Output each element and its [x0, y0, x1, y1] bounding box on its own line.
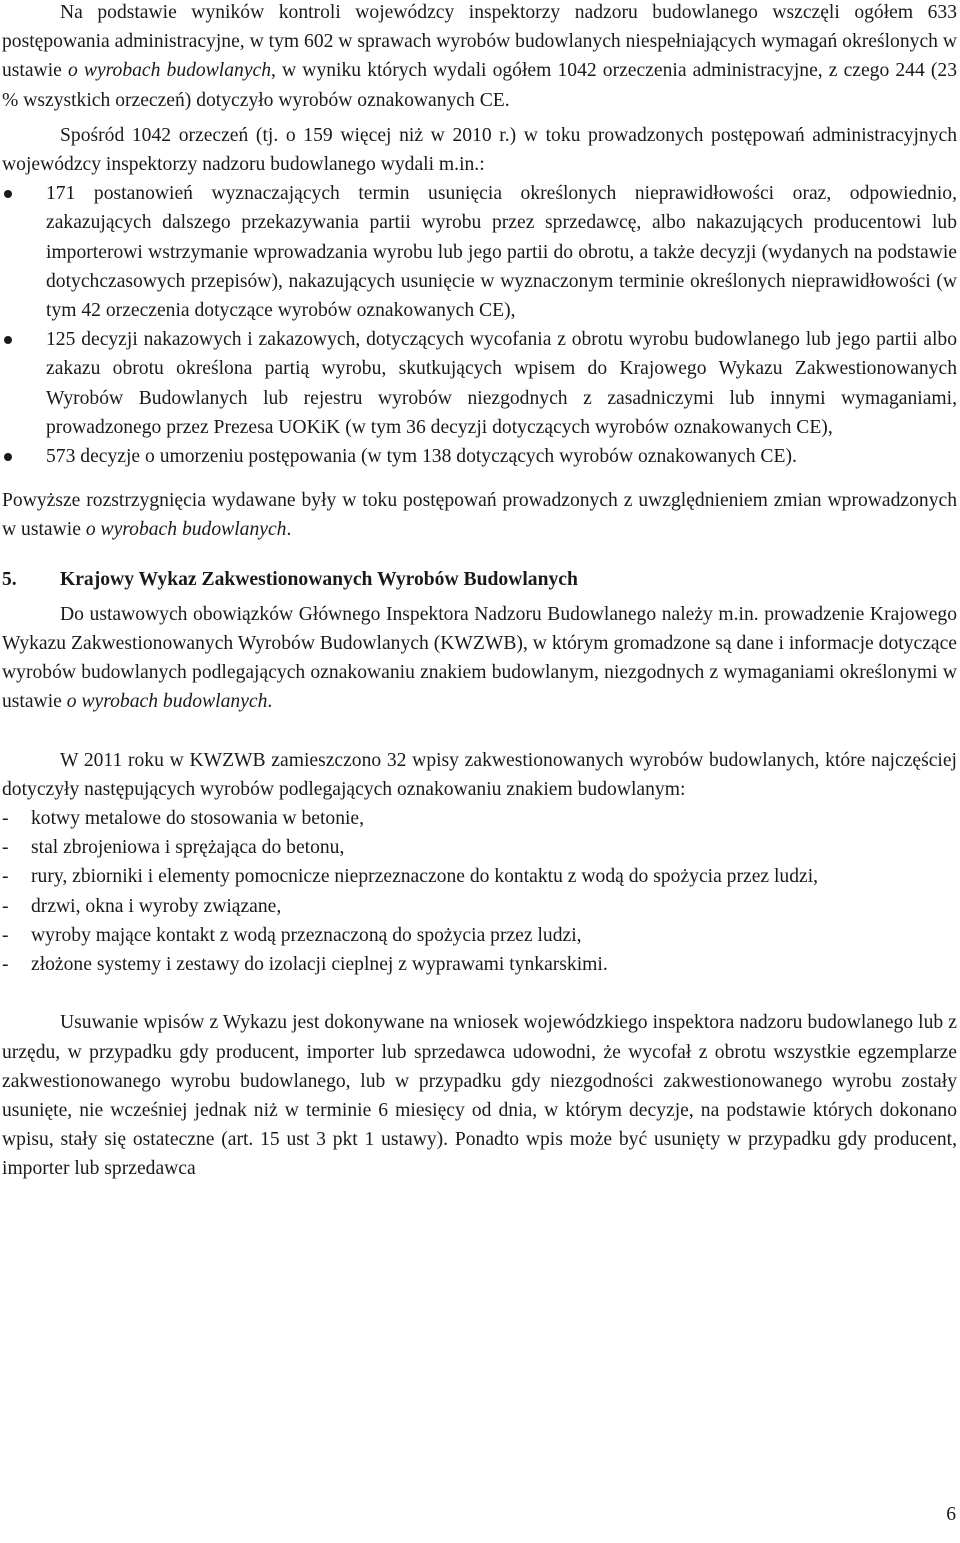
section-title: Krajowy Wykaz Zakwestionowanych Wyrobów Budowlanych — [60, 568, 578, 590]
paragraph-decisions-intro: Spośród 1042 orzeczeń (tj. o 159 więcej niż w 2010 r.) w toku prowadzonych postępowań administracyjnych wojewódzcy inspektorzy nadzoru budowlanego wydali m.in.: — [2, 124, 957, 176]
page-number: 6 — [946, 1504, 956, 1525]
act-title-italic: o wyrobach budowlanych — [67, 60, 272, 82]
bullet-icon — [4, 190, 12, 198]
dash-marker: - — [2, 866, 9, 888]
dash-text: wyroby mające kontakt z wodą przeznaczoną do spożycia przez ludzi, — [31, 924, 582, 946]
document-body — [2, 0, 957, 1184]
dash-marker: - — [2, 837, 9, 859]
act-title-italic: o wyrobach budowlanych — [85, 519, 287, 541]
dash-marker: - — [2, 954, 9, 976]
dash-item — [2, 950, 957, 979]
paragraph-text: Do ustawowych obowiązków Głównego Inspektora Nadzoru Budowlanego należy m.in. prowadzenie Krajowego Wykazu Zakwestionowanych Wyrobów Budowlanych (KWZWB), w którym gromadzone są dane i informacje dotyczące wyrobów budowlanych podlegających oznakowaniu znakiem budowlanym, niezgodnych z wymaganiami określonymi w ustawie — [2, 603, 957, 713]
product-dash-list — [2, 804, 957, 979]
paragraph-kwzwb-entries: W 2011 roku w KWZWB zamieszczono 32 wpisy zakwestionowanych wyrobów budowlanych, które najczęściej dotyczyły następujących wyrobów podlegających oznakowaniu znakiem budowlanym: — [2, 749, 957, 800]
dash-text: kotwy metalowe do stosowania w betonie, — [31, 808, 365, 830]
bullet-text: 573 decyzje o umorzeniu postępowania (w tym 138 dotyczących wyrobów oznakowanych CE). — [46, 446, 797, 468]
bullet-text: 171 postanowień wyznaczających termin usunięcia określonych nieprawidłowości oraz, odpowiednio, zakazujących dalszego przekazywania partii wyrobu przez sprzedawcę, albo nakazujących producentowi lub importerowi wstrzymanie wprowadzania wyrobu lub jego partii do obrotu, a także decyzji (wydanych na podstawie dotychczasowych przepisów), nakazujących usunięcie w wyznaczonym terminie określonych nieprawidłowości (w tym 42 orzeczenia dotyczące wyrobów oznakowanych CE), — [46, 183, 957, 322]
dash-marker: - — [2, 895, 9, 917]
dash-item — [2, 833, 957, 862]
paragraph-kwzwb-duties — [2, 600, 957, 717]
dash-text: złożone systemy i zestawy do izolacji cieplnej z wyprawami tynkarskimi. — [31, 954, 608, 976]
paragraph-text: , w wyniku których wydali ogółem 1042 orzeczenia administracyjne, z czego 244 (23 % wszystkich orzeczeń) dotyczyło wyrobów oznakowanych CE. — [2, 60, 957, 111]
section-number: 5. — [2, 568, 17, 590]
paragraph-inspections-summary — [2, 0, 957, 115]
paragraph-text: . — [267, 691, 273, 713]
paragraph-legal-basis — [2, 486, 957, 544]
dash-item — [2, 862, 957, 891]
paragraph-entry-removal: Usuwanie wpisów z Wykazu jest dokonywane na wniosek wojewódzkiego inspektora nadzoru budowlanego lub z urzędu, w przypadku gdy producent, importer lub sprzedawca udowodni, że wycofał z obrotu wszystkie egzemplarze zakwestionowanego wyrobu budowlanego, lub w przypadku gdy niezgodności zakwestionowanego wyrobu zostały usunięte, nie wcześniej jednak niż w terminie 6 miesięcy od dnia, w którym decyzje, na podstawie których dokonano wpisu, stały się ostateczne (art. 15 ust 3 pkt 1 ustawy). Ponadto wpis może być usunięty w przypadku gdy producent, importer lub sprzedawca — [2, 1012, 957, 1180]
act-title-italic: o wyrobach budowlanych — [66, 691, 268, 713]
dash-item — [2, 892, 957, 921]
dash-item — [2, 804, 957, 833]
section-heading — [2, 565, 957, 594]
paragraph-text: Powyższe rozstrzygnięcia wydawane były w toku postępowań prowadzonych z uwzględnieniem zmian wprowadzonych w ustawie — [2, 490, 957, 541]
dash-marker: - — [2, 808, 9, 830]
paragraph-text: . — [286, 519, 292, 541]
bullet-item-decyzje-nakazowe — [2, 325, 957, 442]
dash-text: stal zbrojeniowa i sprężająca do betonu, — [31, 837, 345, 859]
bullet-item-postanowienia — [2, 179, 957, 325]
dash-text: rury, zbiorniki i elementy pomocnicze nieprzeznaczone do kontaktu z wodą do spożycia przez ludzi, — [31, 866, 819, 888]
dash-marker: - — [2, 924, 9, 946]
bullet-icon — [4, 453, 12, 461]
dash-text: drzwi, okna i wyroby związane, — [31, 895, 282, 917]
bullet-text: 125 decyzji nakazowych i zakazowych, dotyczących wycofania z obrotu wyrobu budowlanego lub jego partii albo zakazu obrotu określona partią wyrobu, skutkujących wpisem do Krajowego Wykazu Zakwestionowanych Wyrobów Budowlanych lub rejestru wyrobów niezgodnych z zasadniczymi lub innymi wymaganiami, prowadzonego przez Prezesa UOKiK (w tym 36 decyzji dotyczących wyrobów oznakowanych CE), — [46, 329, 957, 438]
bullet-icon — [4, 336, 12, 344]
dash-item — [2, 921, 957, 950]
decisions-bullet-list — [2, 179, 957, 471]
paragraph-text: Na podstawie wyników kontroli wojewódzcy inspektorzy nadzoru budowlanego wszczęli ogółem 633 postępowania administracyjne, w tym 602 w sprawach wyrobów budowlanych niespełniających wymagań określonych w ustawie — [2, 2, 957, 82]
bullet-item-umorzenia — [2, 442, 957, 471]
